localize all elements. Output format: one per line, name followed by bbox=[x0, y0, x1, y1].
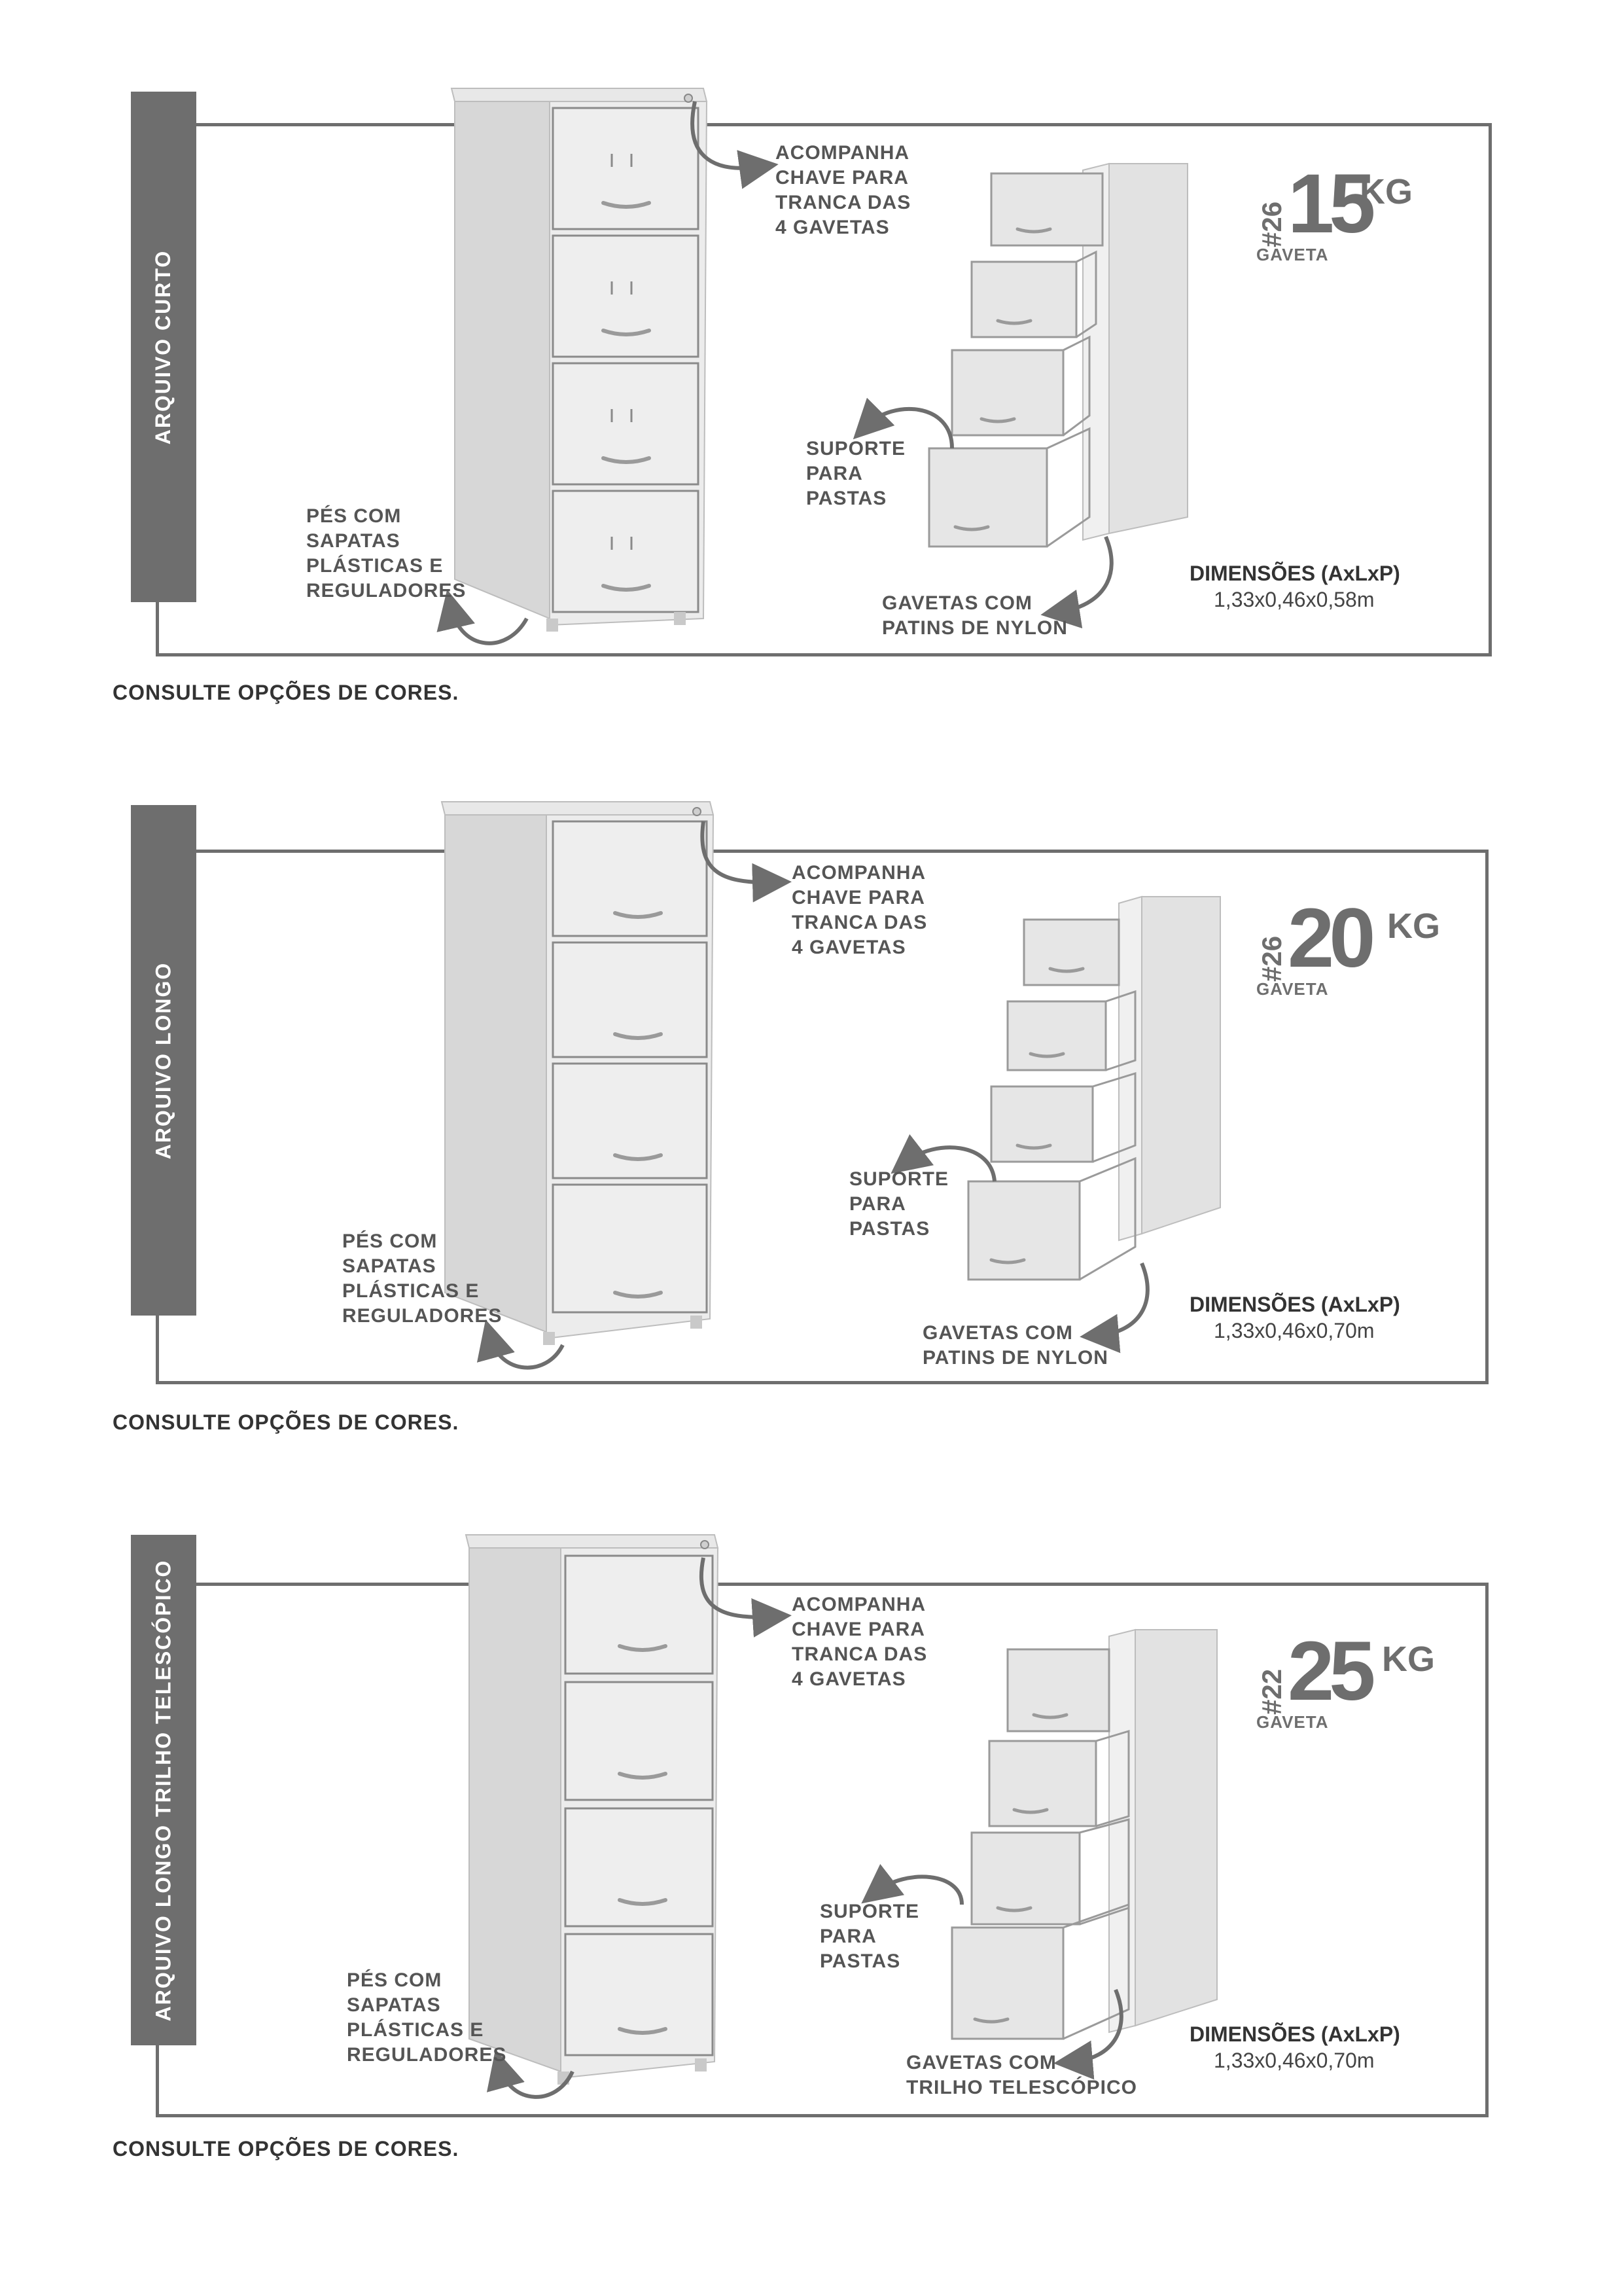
drawer-callout: GAVETAS COM TRILHO TELESCÓPICO bbox=[906, 2052, 1138, 2098]
callout-arrows bbox=[0, 0, 1624, 720]
feet-callout: PÉS COM SAPATAS PLÁSTICAS E REGULADORES bbox=[347, 1969, 507, 2066]
color-options-note: CONSULTE OPÇÕES DE CORES. bbox=[113, 1410, 459, 1434]
weight-label: GAVETA bbox=[1256, 1712, 1329, 1732]
weight-value: 20 bbox=[1288, 891, 1371, 985]
drawer-callout: GAVETAS COM PATINS DE NYLON bbox=[882, 592, 1068, 639]
support-callout: SUPORTE PARA PASTAS bbox=[806, 438, 906, 509]
key-callout: ACOMPANHA CHAVE PARA TRANCA DAS 4 GAVETAS bbox=[792, 1594, 928, 1690]
gauge-label: #22 bbox=[1256, 1668, 1287, 1715]
gauge-label: #26 bbox=[1256, 935, 1287, 982]
weight-label: GAVETA bbox=[1256, 245, 1329, 264]
dimensions-value: 1,33x0,46x0,70m bbox=[1214, 1319, 1375, 1342]
feet-callout: PÉS COM SAPATAS PLÁSTICAS E REGULADORES bbox=[306, 505, 467, 601]
product-title: ARQUIVO LONGO TRILHO TELESCÓPICO bbox=[151, 1559, 175, 2021]
weight-unit: KG bbox=[1382, 1640, 1435, 1679]
key-callout: ACOMPANHA CHAVE PARA TRANCA DAS 4 GAVETAS bbox=[792, 862, 928, 958]
weight-label: GAVETA bbox=[1256, 979, 1329, 999]
product-section-long bbox=[0, 720, 1624, 1453]
support-callout: SUPORTE PARA PASTAS bbox=[820, 1901, 920, 1972]
product-section-telescopic bbox=[0, 1453, 1624, 2238]
product-title: ARQUIVO CURTO bbox=[151, 249, 175, 444]
gauge-label: #26 bbox=[1256, 201, 1287, 247]
support-callout: SUPORTE PARA PASTAS bbox=[849, 1168, 949, 1240]
drawer-callout: GAVETAS COM PATINS DE NYLON bbox=[923, 1322, 1108, 1369]
dimensions-value: 1,33x0,46x0,70m bbox=[1214, 2049, 1375, 2072]
weight-unit: KG bbox=[1360, 172, 1413, 211]
callout-arrows bbox=[0, 720, 1624, 1453]
product-section-short bbox=[0, 0, 1624, 720]
dimensions-title: DIMENSÕES (AxLxP) bbox=[1190, 2022, 1400, 2046]
weight-badge bbox=[1256, 891, 1466, 1001]
weight-badge bbox=[1256, 157, 1453, 267]
key-callout: ACOMPANHA CHAVE PARA TRANCA DAS 4 GAVETAS bbox=[775, 142, 911, 238]
weight-value: 25 bbox=[1288, 1624, 1371, 1718]
dimensions-title: DIMENSÕES (AxLxP) bbox=[1190, 562, 1400, 585]
color-options-note: CONSULTE OPÇÕES DE CORES. bbox=[113, 681, 459, 704]
weight-unit: KG bbox=[1387, 906, 1440, 946]
weight-value: 15 bbox=[1288, 157, 1371, 251]
dimensions-title: DIMENSÕES (AxLxP) bbox=[1190, 1293, 1400, 1316]
callout-arrows bbox=[0, 1453, 1624, 2238]
product-title: ARQUIVO LONGO bbox=[151, 961, 175, 1159]
feet-callout: PÉS COM SAPATAS PLÁSTICAS E REGULADORES bbox=[342, 1230, 503, 1327]
dimensions-value: 1,33x0,46x0,58m bbox=[1214, 588, 1375, 611]
weight-badge bbox=[1256, 1624, 1466, 1734]
color-options-note: CONSULTE OPÇÕES DE CORES. bbox=[113, 2137, 459, 2161]
